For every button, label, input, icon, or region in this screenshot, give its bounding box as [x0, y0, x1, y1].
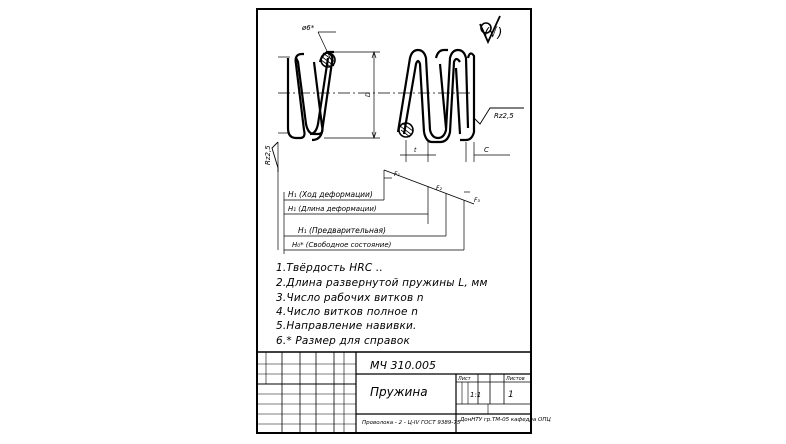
pitch-label: t: [414, 147, 417, 154]
org-text: ДонНТУ гр.ТМ-05 кафедра ОПЦ: [460, 417, 551, 423]
force-f1-label: F₁: [394, 171, 400, 178]
scale-value: 1:1: [470, 391, 482, 399]
sheets-value: 1: [508, 390, 514, 400]
roughness-right-label: Rz2,5: [494, 112, 514, 120]
note-4: 4.Число витков полное n: [276, 306, 419, 318]
note-2: 2.Длина развернутой пружины L, мм: [276, 277, 488, 289]
end-gap-label: C: [484, 146, 489, 154]
sheets-label: Листов: [506, 376, 525, 382]
outer-diameter-label: D: [365, 92, 372, 97]
dim-h3-label: Н₁ (Предварительная): [298, 226, 386, 235]
note-5: 5.Направление навивки.: [276, 320, 417, 332]
sheet-label: Лист: [458, 376, 471, 382]
force-f2-label: F₂: [436, 185, 442, 192]
note-3: 3.Число рабочих витков n: [276, 292, 424, 304]
roughness-left-label: Rz2,5: [264, 145, 272, 165]
note-6: 6.* Размер для справок: [276, 335, 411, 347]
general-roughness-text: (√): [484, 26, 503, 41]
note-1: 1.Твёрдость HRC ..: [276, 262, 383, 274]
dim-h4-label: Н₀* (Свободное состояние): [292, 241, 392, 249]
wire-diameter-label: ø6*: [302, 24, 315, 32]
spring-left-section: [288, 52, 334, 140]
dim-h1-label: Н₁ (Ход деформации): [288, 190, 373, 199]
part-name: Пружина: [370, 385, 428, 399]
doc-number: МЧ 310.005: [370, 359, 437, 372]
dim-h2-label: Н₁ (Длина деформации): [288, 205, 377, 213]
force-f3-label: F₃: [474, 197, 480, 204]
material-text: Проволока - 2 - Ц-IV ГОСТ 9389-75: [362, 420, 461, 426]
